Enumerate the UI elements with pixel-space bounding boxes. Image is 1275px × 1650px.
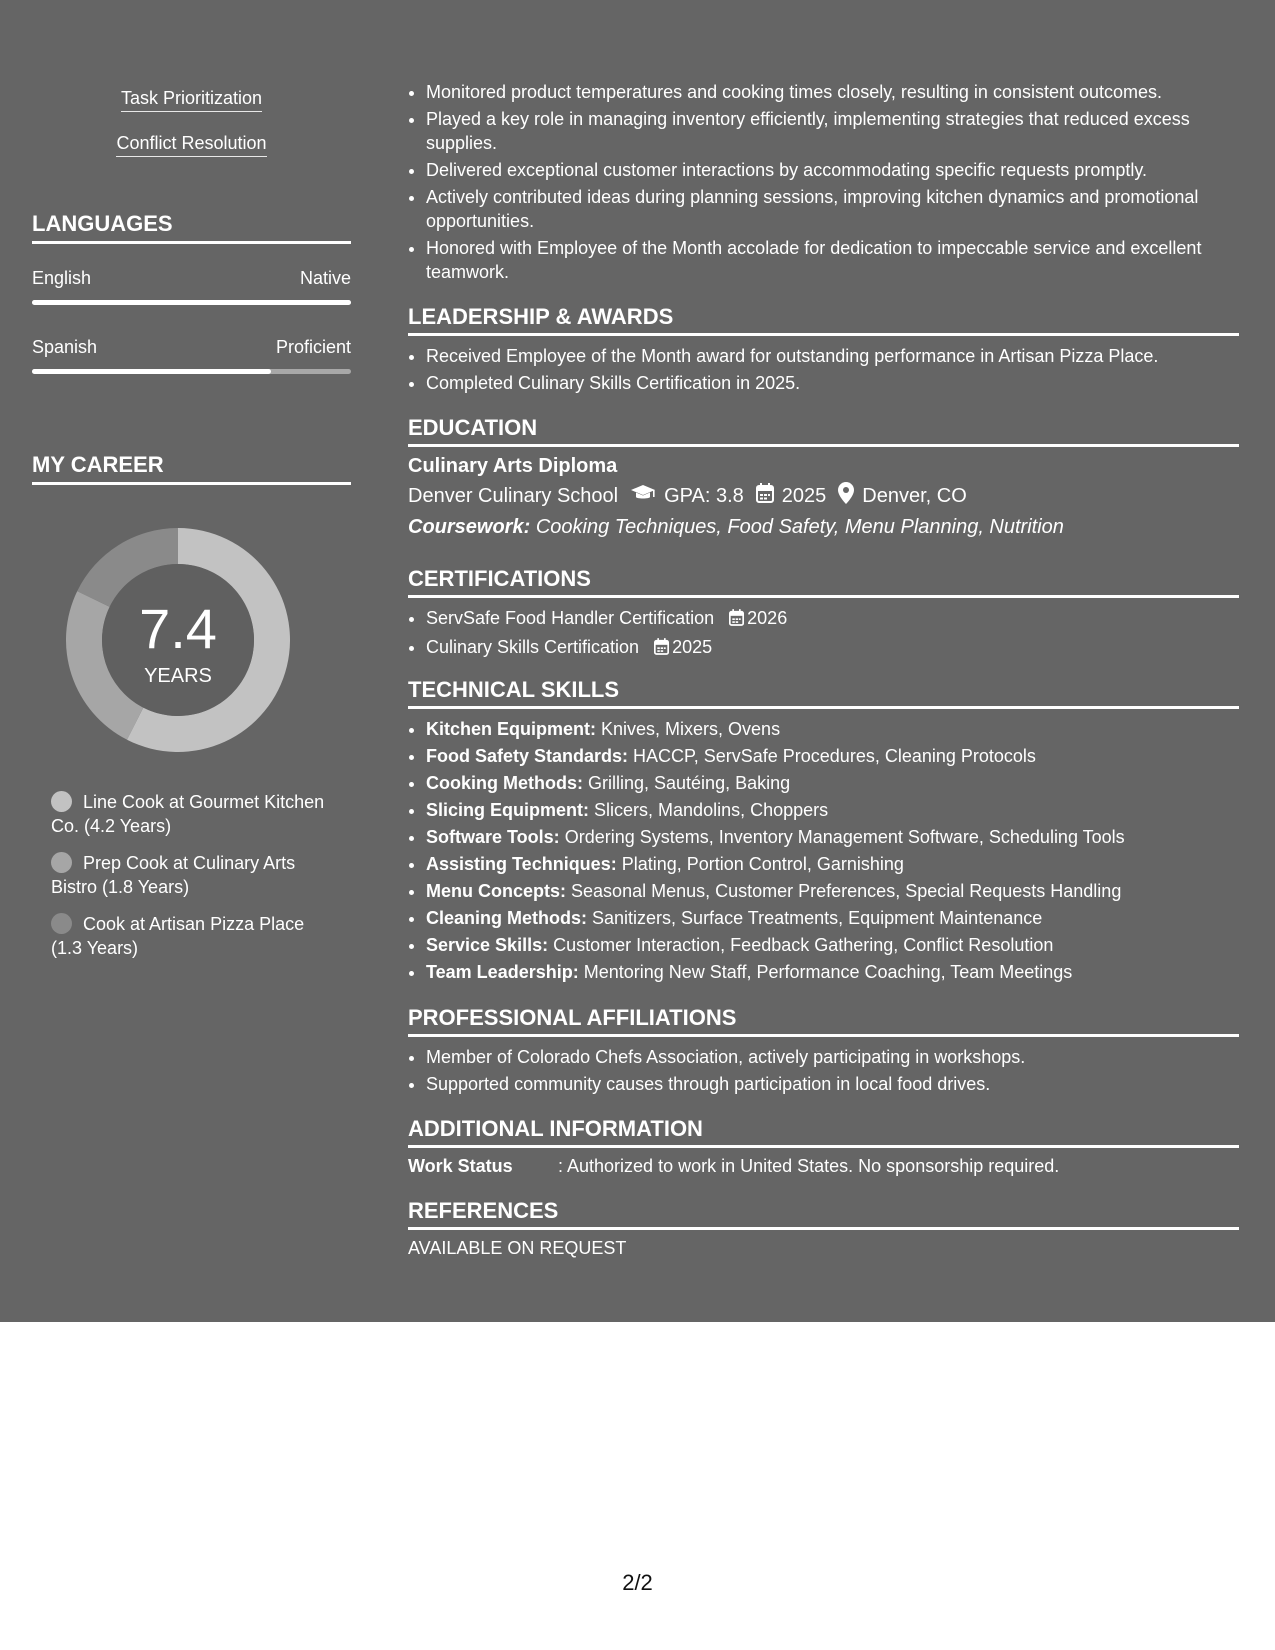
references-section [408,1198,1239,1259]
coursework-list: Cooking Techniques, Food Safety, Menu Planning, Nutrition [535,516,1064,538]
list-item [426,606,1239,632]
language-bar-fill [32,369,271,374]
career-dot-icon [51,913,72,934]
calendar-icon [654,637,669,661]
graduation-year: 2025 [781,484,827,507]
location-pin-icon [838,482,854,510]
list-item [426,906,1239,930]
section-heading: ADDITIONAL INFORMATION [408,1116,1239,1148]
calendar-icon [729,608,744,632]
bullet-list [408,344,1239,395]
work-status-label: Work Status [408,1156,513,1176]
career-donut-chart [66,528,290,752]
list-item [426,771,1239,795]
list-item [426,960,1239,984]
skill-label: Conflict Resolution [116,133,266,157]
languages-heading: LANGUAGES [32,211,351,244]
skill-values: Seasonal Menus, Customer Preferences, Special Requests Handling [571,881,1122,901]
list-item [426,852,1239,876]
career-unit: YEARS [144,665,212,687]
skill-values: Knives, Mixers, Ovens [601,719,781,739]
list-item [426,744,1239,768]
language-name: Spanish [32,337,98,357]
skill-values: Mentoring New Staff, Performance Coaching, Team Meetings [583,962,1073,982]
skill-item [32,133,351,157]
list-item [426,635,1239,661]
skill-category: Food Safety Standards: [426,746,629,766]
school-name: Denver Culinary School [408,484,619,507]
list-item [426,933,1239,957]
certification-name: Culinary Skills Certification [426,637,640,657]
list-item: • Delivered exceptional customer interactions by accommodating specific requests promptly. [426,158,1239,182]
career-item [51,912,331,960]
career-list [51,790,331,973]
list-item [426,798,1239,822]
degree-title: Culinary Arts Diploma [408,455,618,477]
skill-category: Assisting Techniques: [426,854,617,874]
career-heading: MY CAREER [32,452,351,485]
list-item: • Member of Colorado Chefs Association, actively participating in workshops. [426,1045,1239,1069]
education-section [408,415,1239,539]
skill-values: HACCP, ServSafe Procedures, Cleaning Protocols [633,746,1036,766]
skill-category: Service Skills: [426,935,549,955]
calendar-icon [756,483,774,509]
skill-category: Menu Concepts: [426,881,567,901]
skill-category: Cooking Methods: [426,773,583,793]
career-item [51,851,331,899]
list-item: • Received Employee of the Month award for outstanding performance in Artisan Pizza Place. [426,344,1239,368]
education-meta [408,482,1239,510]
skill-values: Grilling, Sautéing, Baking [588,773,791,793]
bullet-list [408,1045,1239,1096]
certification-year: 2026 [747,608,788,628]
bullet-list [408,606,1239,661]
language-level: Proficient [275,337,351,357]
language-level: Native [299,268,351,288]
list-item [426,879,1239,903]
skill-category: Software Tools: [426,827,560,847]
language-name: English [32,268,92,288]
list-item [426,825,1239,849]
section-heading: PROFESSIONAL AFFILIATIONS [408,1005,1239,1037]
career-dot-icon [51,852,72,873]
education-location: Denver, CO [862,484,967,507]
skill-item [32,88,351,112]
skill-category: Slicing Equipment: [426,800,590,820]
list-item: • Actively contributed ideas during planning sessions, improving kitchen dynamics and promotional opportunities. [426,185,1239,233]
list-item: • Played a key role in managing inventory efficiently, implementing strategies that reduced excess supplies. [426,107,1239,155]
experience-bullets [408,80,1239,287]
skill-values: Ordering Systems, Inventory Management Software, Scheduling Tools [564,827,1125,847]
skill-label: Task Prioritization [121,88,262,112]
list-item: • Completed Culinary Skills Certification in 2025. [426,371,1239,395]
certification-year: 2025 [672,637,713,657]
language-bar [32,369,351,374]
skill-category: Kitchen Equipment: [426,719,596,739]
section-heading: TECHNICAL SKILLS [408,677,1239,709]
skill-values: Sanitizers, Surface Treatments, Equipment Maintenance [592,908,1043,928]
certification-name: ServSafe Food Handler Certification [426,608,715,628]
affiliations-section [408,1005,1239,1099]
bullet-list [408,717,1239,984]
career-dot-icon [51,791,72,812]
references-text: AVAILABLE ON REQUEST [408,1238,627,1258]
career-total: 7.4 [139,597,217,660]
gpa: GPA: 3.8 [664,484,744,507]
language-row [32,268,351,289]
language-bar-fill [32,300,351,305]
additional-info-section [408,1116,1239,1177]
list-item [426,717,1239,741]
skill-category: Cleaning Methods: [426,908,587,928]
skill-values: Customer Interaction, Feedback Gathering, Conflict Resolution [553,935,1054,955]
leadership-section [408,304,1239,398]
career-label: Cook at Artisan Pizza Place (1.3 Years) [51,914,305,958]
coursework-label: Coursework: [408,516,531,538]
graduation-cap-icon [630,484,656,508]
list-item: • Supported community causes through participation in local food drives. [426,1072,1239,1096]
language-bar [32,300,351,305]
bullet-list [408,80,1239,284]
career-item [51,790,331,838]
language-row [32,337,351,358]
page-number: 2/2 [622,1570,653,1595]
skill-category: Team Leadership: [426,962,579,982]
coursework [408,516,1239,539]
skill-values: Plating, Portion Control, Garnishing [621,854,904,874]
skill-values: Slicers, Mandolins, Choppers [594,800,829,820]
section-heading: REFERENCES [408,1198,1239,1230]
work-status-row [408,1156,1239,1177]
career-label: Prep Cook at Culinary Arts Bistro (1.8 Years) [51,853,296,897]
certifications-section [408,566,1239,664]
career-label: Line Cook at Gourmet Kitchen Co. (4.2 Years) [51,792,325,836]
section-heading: CERTIFICATIONS [408,566,1239,598]
work-status-value: : Authorized to work in United States. No sponsorship required. [558,1156,1060,1176]
section-heading: EDUCATION [408,415,1239,447]
technical-skills-section [408,677,1239,987]
section-heading: LEADERSHIP & AWARDS [408,304,1239,336]
list-item: • Honored with Employee of the Month accolade for dedication to impeccable service and excellent teamwork. [426,236,1239,284]
list-item: • Monitored product temperatures and cooking times closely, resulting in consistent outcomes. [426,80,1239,104]
